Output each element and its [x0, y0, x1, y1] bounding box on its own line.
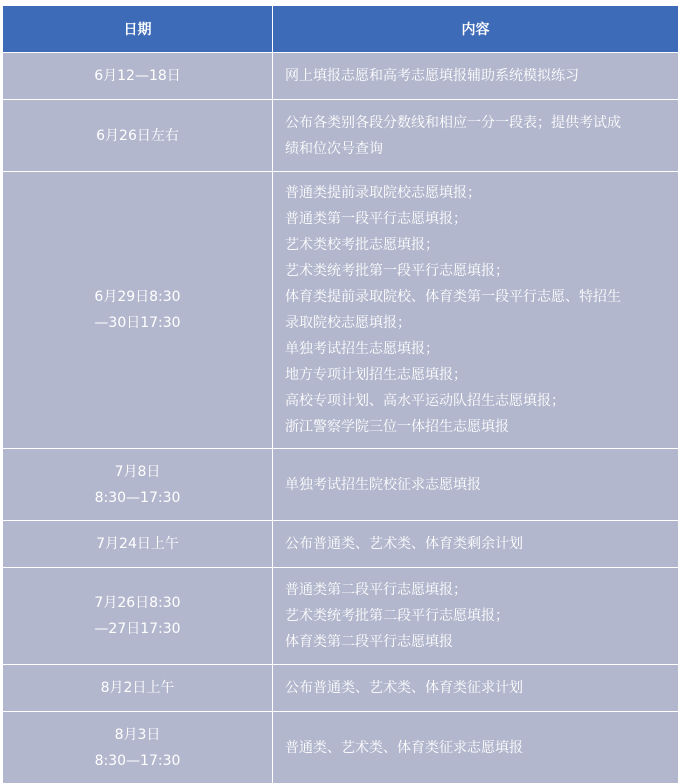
table-header-row — [3, 6, 678, 53]
table-row — [3, 449, 678, 521]
header-content: 内容 — [273, 6, 678, 53]
date-line: 8月3日 — [114, 726, 161, 743]
table-row — [3, 521, 678, 568]
date-cell — [3, 100, 273, 172]
date-line: 8:30—17:30 — [94, 752, 181, 769]
date-line: —30日17:30 — [94, 315, 181, 331]
header-date: 日期 — [3, 6, 273, 53]
content-cell — [273, 449, 678, 521]
date-line: 7月24日上午 — [96, 536, 179, 552]
date-cell — [3, 568, 273, 665]
content-line: 地方专项计划招生志愿填报； — [285, 367, 467, 383]
date-line: 6月29日8:30 — [94, 289, 181, 305]
content-line: 单独考试招生志愿填报； — [285, 341, 439, 357]
content-cell — [273, 665, 678, 712]
content-line: 单独考试招生院校征求志愿填报 — [285, 476, 481, 493]
date-line: 8月2日上午 — [100, 680, 175, 696]
content-cell — [273, 100, 678, 172]
content-cell — [273, 172, 678, 449]
content-line: 普通类提前录取院校志愿填报； — [285, 185, 481, 201]
date-line: 6月12—18日 — [94, 68, 181, 84]
content-line: 体育类第二段平行志愿填报 — [285, 634, 453, 650]
date-line: 6月26日左右 — [96, 127, 179, 144]
table-row — [3, 172, 678, 449]
content-line: 浙江警察学院三位一体招生志愿填报 — [285, 419, 509, 435]
content-line: 艺术类校考批志愿填报； — [285, 237, 439, 253]
date-line: —27日17:30 — [94, 621, 181, 637]
date-line: 7月26日8:30 — [94, 595, 181, 611]
content-line: 艺术类统考批第一段平行志愿填报； — [285, 263, 509, 279]
schedule-table — [3, 6, 678, 784]
table-row — [3, 568, 678, 665]
content-line: 绩和位次号查询 — [285, 140, 383, 157]
content-line: 普通类第二段平行志愿填报； — [285, 582, 467, 598]
content-line: 艺术类统考批第二段平行志愿填报； — [285, 608, 509, 624]
date-line: 7月8日 — [114, 463, 161, 480]
table-row — [3, 712, 678, 784]
content-line: 公布普通类、艺术类、体育类剩余计划 — [285, 536, 523, 552]
content-line: 公布普通类、艺术类、体育类征求计划 — [285, 680, 523, 696]
date-cell — [3, 665, 273, 712]
date-line: 8:30—17:30 — [94, 489, 181, 506]
date-cell — [3, 521, 273, 568]
content-line: 体育类提前录取院校、体育类第一段平行志愿、特招生 — [285, 289, 621, 305]
content-line: 普通类第一段平行志愿填报； — [285, 211, 467, 227]
content-line: 公布各类别各段分数线和相应一分一段表；提供考试成 — [285, 114, 621, 131]
table-row — [3, 100, 678, 172]
content-line: 录取院校志愿填报； — [285, 315, 411, 331]
date-cell — [3, 449, 273, 521]
content-cell — [273, 568, 678, 665]
content-line: 普通类、艺术类、体育类征求志愿填报 — [285, 739, 523, 756]
content-cell — [273, 712, 678, 784]
table-row — [3, 53, 678, 100]
content-cell — [273, 521, 678, 568]
date-cell — [3, 172, 273, 449]
content-line: 网上填报志愿和高考志愿填报辅助系统模拟练习 — [285, 68, 579, 84]
content-cell — [273, 53, 678, 100]
table-row — [3, 665, 678, 712]
content-line: 高校专项计划、高水平运动队招生志愿填报； — [285, 393, 565, 409]
date-cell — [3, 53, 273, 100]
date-cell — [3, 712, 273, 784]
